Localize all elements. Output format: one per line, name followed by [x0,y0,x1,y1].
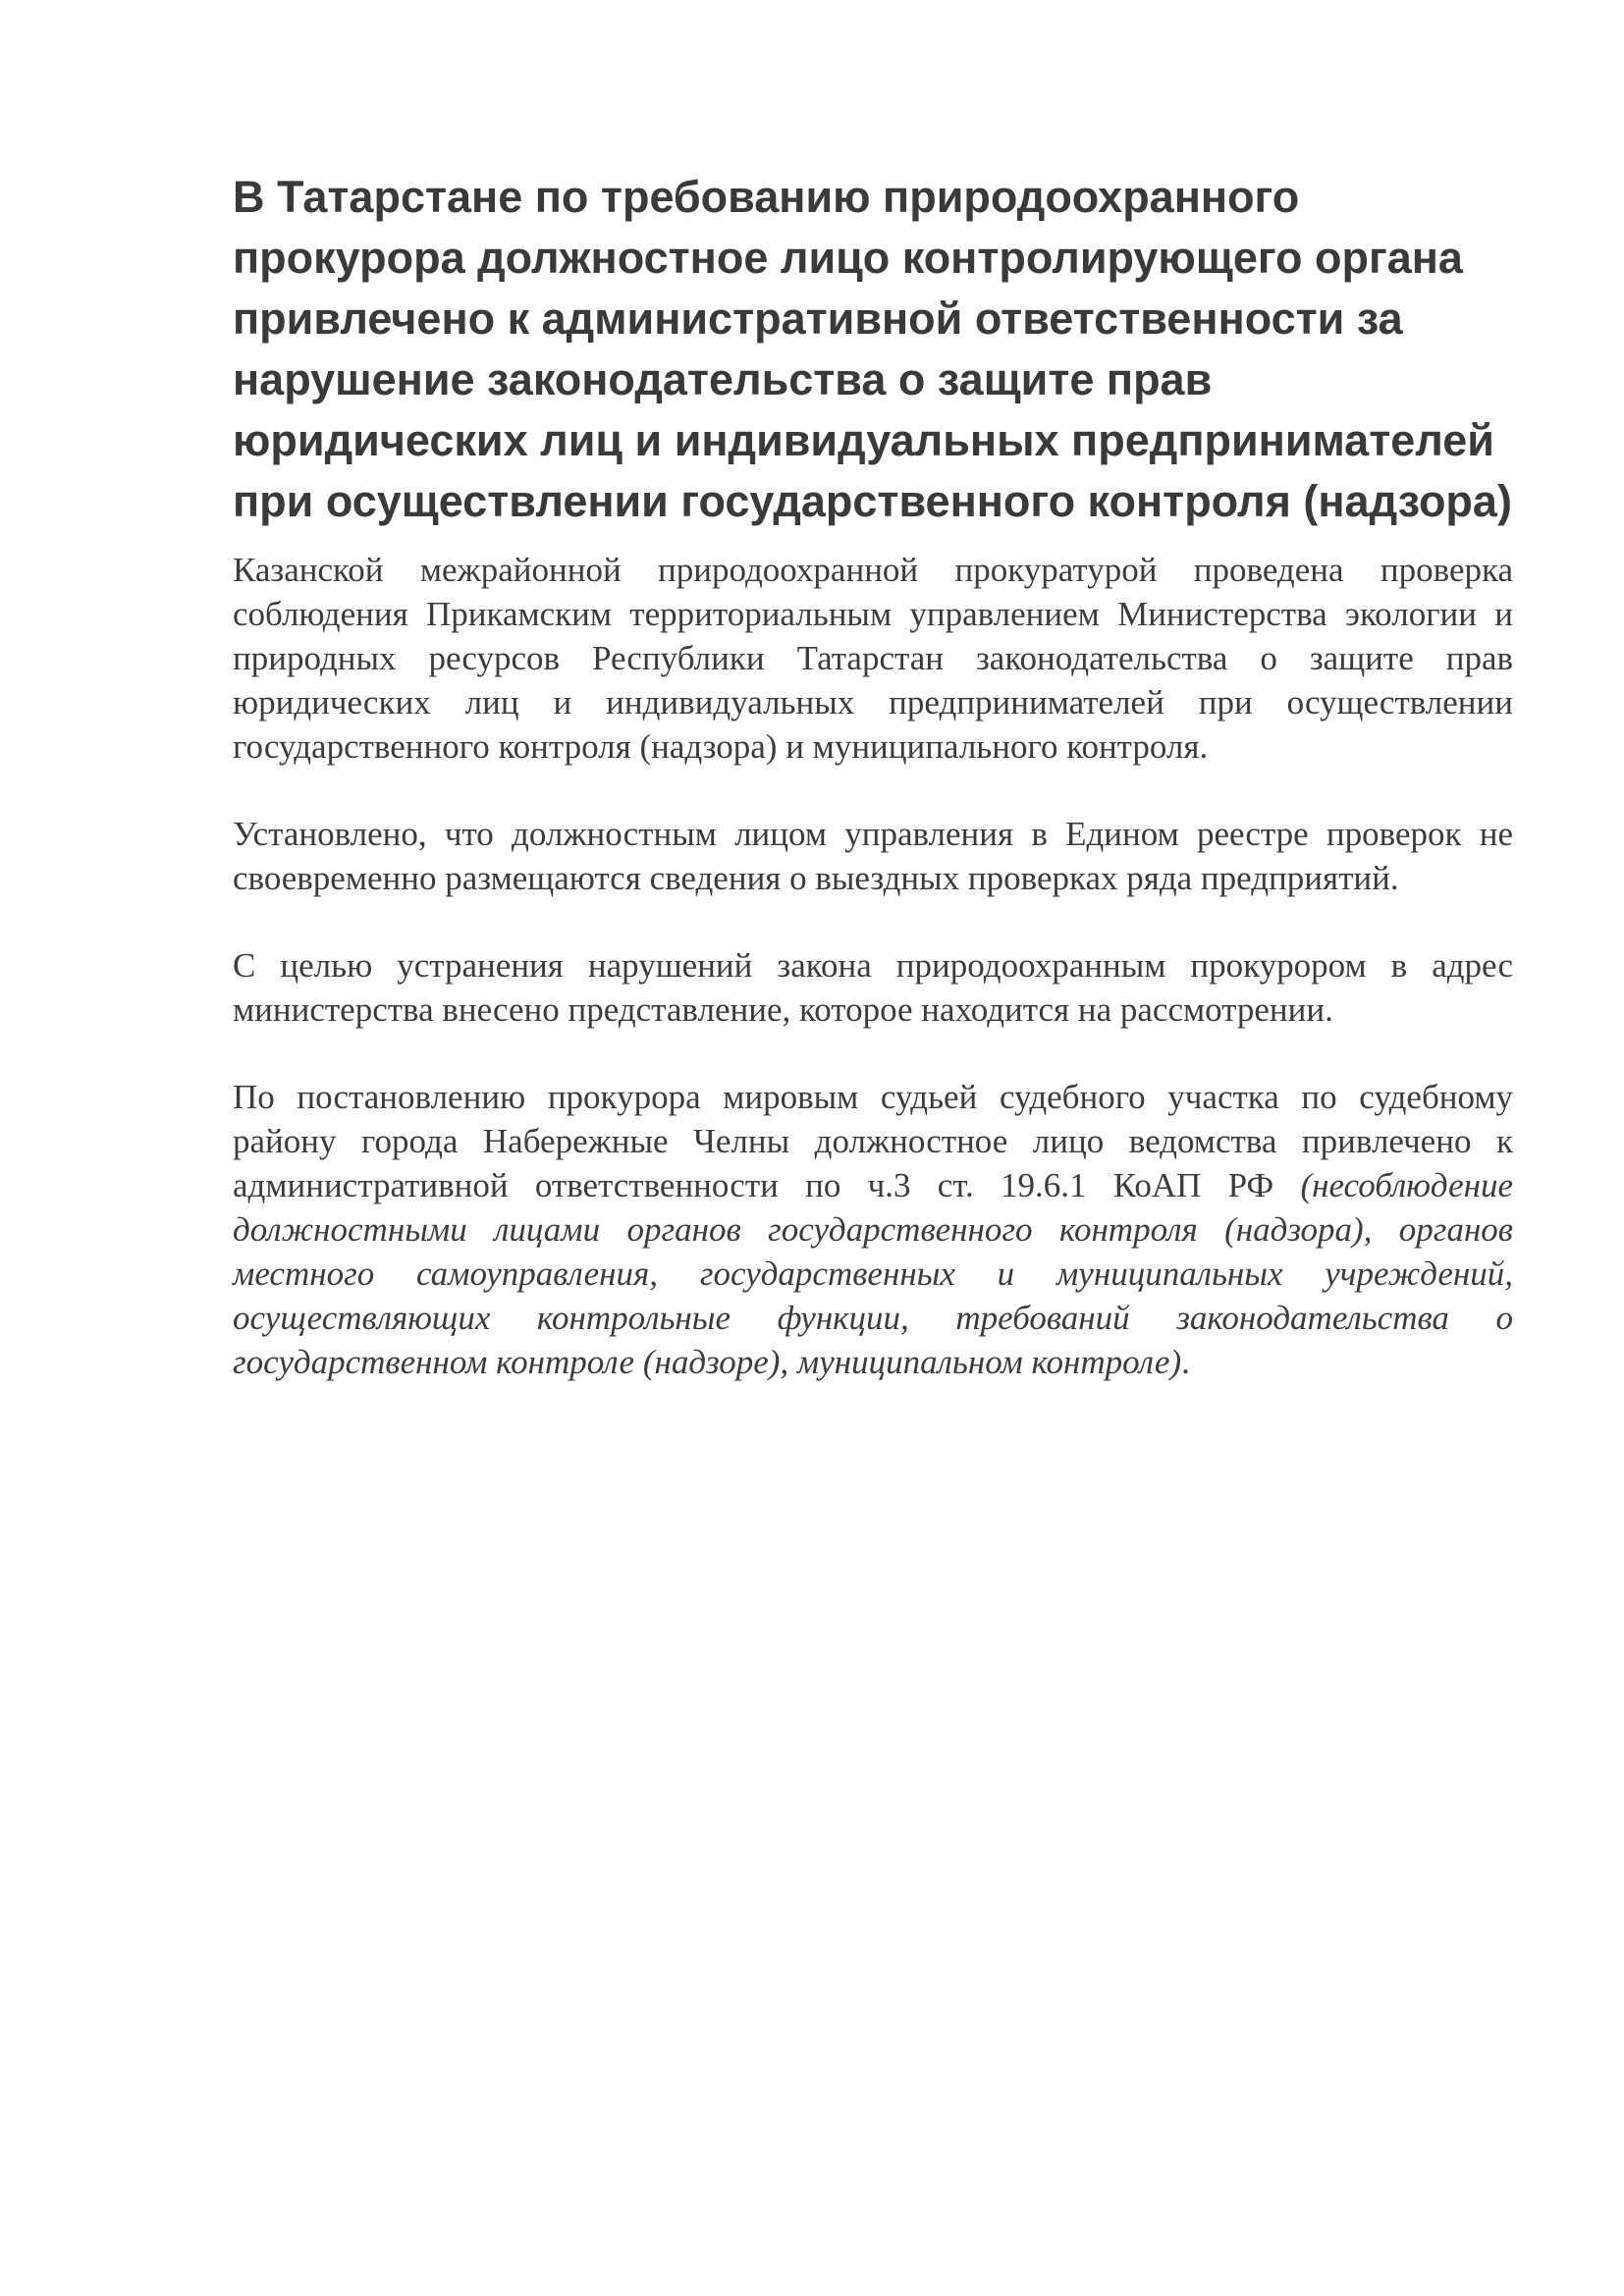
document-title: В Татарстане по требованию природоохранного прокурора должностное лицо контролирующего органа привлечено к административной ответственности за нарушение законодательства о защите прав юридических лиц и индивидуальных предпринимателей при осуществлении государственного контроля (надзора) [233,172,1512,526]
document-body [233,548,1513,1384]
paragraph-4-text: По постановлению прокурора мировым судьей судебного участка по судебному району города Набережные Челны должностное лицо ведомства привлечено к административной ответственности по ч.3 ст. 19.6.1 КоАП РФ [233,1078,1513,1204]
paragraph-4 [233,1075,1513,1384]
paragraph-1: Казанской межрайонной природоохранной прокуратурой проведена проверка соблюдения Прикамским территориальным управлением Министерства экологии и природных ресурсов Республики Татарстан законодательства о защите прав юридических лиц и индивидуальных предпринимателей при осуществлении государственного контроля (надзора) и муниципального контроля. [233,551,1513,766]
document-content [233,167,1513,1427]
paragraph-4-italic-text: (несоблюдение должностными лицами органов государственного контроля (надзора), органов местного самоуправления, государственных и муниципальных учреждений, осуществляющих контрольные функции, требований законодательства о государственном контроле (надзоре), муниципальном контроле) [233,1166,1513,1381]
paragraph-3: С целью устранения нарушений закона природоохранным прокурором в адрес министерства внесено представление, которое находится на рассмотрении. [233,946,1513,1029]
paragraph-4-end: . [1181,1343,1190,1381]
paragraph-2: Установлено, что должностным лицом управления в Едином реестре проверок не своевременно размещаются сведения о выездных проверках ряда предприятий. [233,815,1513,897]
